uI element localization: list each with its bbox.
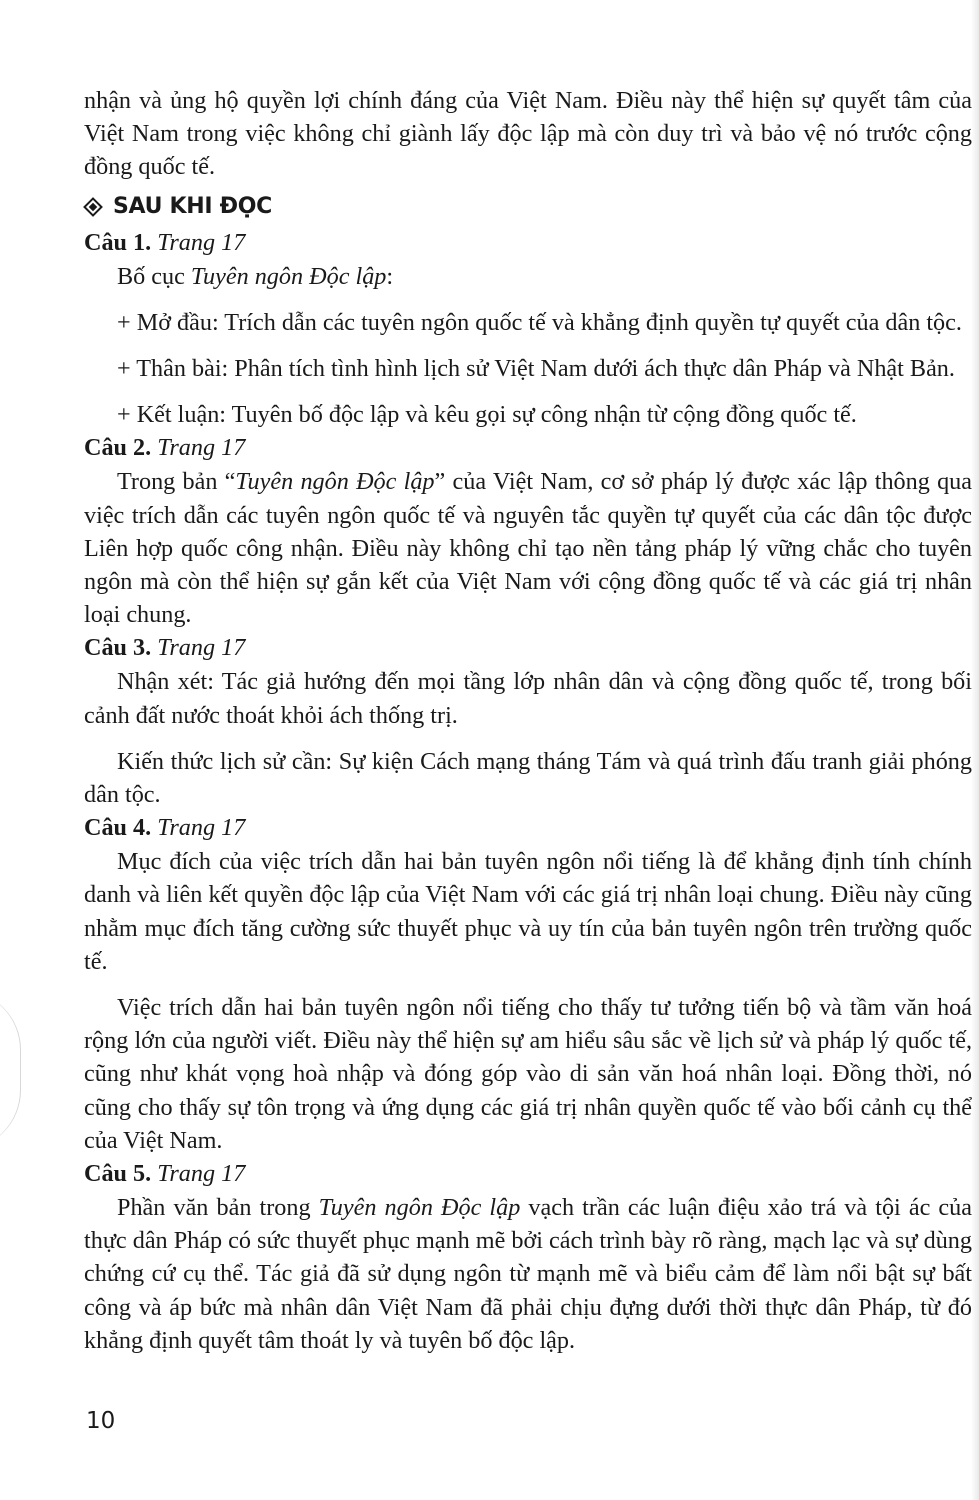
question-5-text-before: Phần văn bản trong	[117, 1194, 319, 1222]
question-2-paragraph	[84, 465, 972, 631]
question-1-lead-title: Tuyên ngôn Độc lập	[190, 262, 387, 290]
page-edge-shadow	[971, 0, 979, 1500]
question-2-text-after: ” của Việt Nam, cơ sở pháp lý được xác lập thông qua việc trích dẫn các tuyên ngôn quốc tế và nguyên tắc quyền tự quyết của các dân tộc được Liên hợp quốc công nhận. Điều này không chỉ tạo nền tảng pháp lý vững chắc cho tuyên ngôn mà còn thể hiện sự gắn kết của Việt Nam với cộng đồng quốc tế và các giá trị nhân loại chung.	[84, 468, 972, 629]
question-1-heading	[84, 226, 972, 260]
question-5-title: Tuyên ngôn Độc lập	[318, 1194, 521, 1222]
question-1-item-2: + Thân bài: Phân tích tình hình lịch sử Việt Nam dưới ách thực dân Pháp và Nhật Bản.	[117, 355, 955, 383]
question-5-label: Câu 5.	[84, 1160, 152, 1188]
page-body	[84, 84, 972, 1357]
question-4-paragraph-2: Việc trích dẫn hai bản tuyên ngôn nổi tiếng cho thấy tư tưởng tiến bộ và tầm văn hoá rộng lớn của người viết. Điều này thể hiện sự am hiểu sâu sắc về lịch sử và pháp lý quốc tế, cũng như khát vọng hoà nhập và đóng góp vào di sản văn hoá nhân loại. Đồng thời, nó cũng cho thấy sự tôn trọng và ứng dụng các giá trị nhân quyền quốc tế vào bối cảnh cụ thể của Việt Nam.	[84, 994, 972, 1154]
question-1-page: Trang 17	[157, 228, 246, 256]
question-1-lead	[84, 260, 972, 293]
question-3-label: Câu 3.	[84, 634, 152, 662]
question-2-heading	[84, 431, 972, 465]
page-curl-mark	[0, 990, 21, 1150]
question-1-item-3: + Kết luận: Tuyên bố độc lập và kêu gọi sự công nhận từ cộng đồng quốc tế.	[117, 401, 857, 429]
question-5-text-after: vạch trần các luận điệu xảo trá và tội ác của thực dân Pháp có sức thuyết phục mạnh mẽ bởi cách trình bày rõ ràng, mạch lạc và sự dùng chứng cứ cụ thể. Tác giả đã sử dụng ngôn từ mạnh mẽ và biểu cảm để làm nổi bật sự bất công và áp bức mà nhân dân Việt Nam đã phải chịu đựng dưới thời thực dân Pháp, từ đó khẳng định quyết tâm thoát ly và tuyên bố độc lập.	[84, 1194, 972, 1354]
question-4-label: Câu 4.	[84, 814, 152, 842]
question-3-paragraph-2: Kiến thức lịch sử cần: Sự kiện Cách mạng tháng Tám và quá trình đấu tranh giải phóng dân tộc.	[84, 747, 972, 809]
question-1-label: Câu 1.	[84, 228, 152, 256]
question-3-page: Trang 17	[157, 634, 246, 662]
question-5-paragraph	[84, 1191, 972, 1357]
question-1-lead-colon: :	[386, 262, 394, 290]
question-5-page: Trang 17	[157, 1160, 246, 1188]
question-5-heading	[84, 1157, 972, 1191]
question-4-page: Trang 17	[157, 814, 246, 842]
question-3-paragraph-1: Nhận xét: Tác giả hướng đến mọi tầng lớp nhân dân và cộng đồng quốc tế, trong bối cảnh đất nước thoát khỏi ách thống trị.	[84, 668, 972, 729]
question-2-title: Tuyên ngôn Độc lập	[235, 468, 435, 496]
question-1-item-1: + Mở đầu: Trích dẫn các tuyên ngôn quốc tế và khẳng định quyền tự quyết của dân tộc.	[117, 308, 962, 336]
question-1-lead-text: Bố cục	[117, 262, 191, 290]
section-title: SAU KHI ĐỌC	[113, 193, 273, 219]
question-2-text-before: Trong bản “	[117, 468, 236, 496]
question-3-heading	[84, 631, 972, 665]
diamond-icon	[84, 198, 102, 216]
question-2-page: Trang 17	[157, 434, 246, 462]
question-2-label: Câu 2.	[84, 434, 152, 462]
section-heading	[84, 190, 972, 224]
page-number: 10	[86, 1408, 116, 1434]
question-4-heading	[84, 811, 972, 845]
intro-paragraph: nhận và ủng hộ quyền lợi chính đáng của Việt Nam. Điều này thể hiện sự quyết tâm của Việt Nam trong việc không chỉ giành lấy độc lập mà còn duy trì và bảo vệ nó trước cộng đồng quốc tế.	[84, 87, 972, 181]
question-4-paragraph-1: Mục đích của việc trích dẫn hai bản tuyên ngôn nổi tiếng là để khẳng định tính chính danh và liên kết quyền độc lập của Việt Nam với các giá trị nhân loại chung. Điều này cũng nhằm mục đích tăng cường sức thuyết phục và uy tín của bản tuyên ngôn trên trường quốc tế.	[84, 848, 972, 975]
